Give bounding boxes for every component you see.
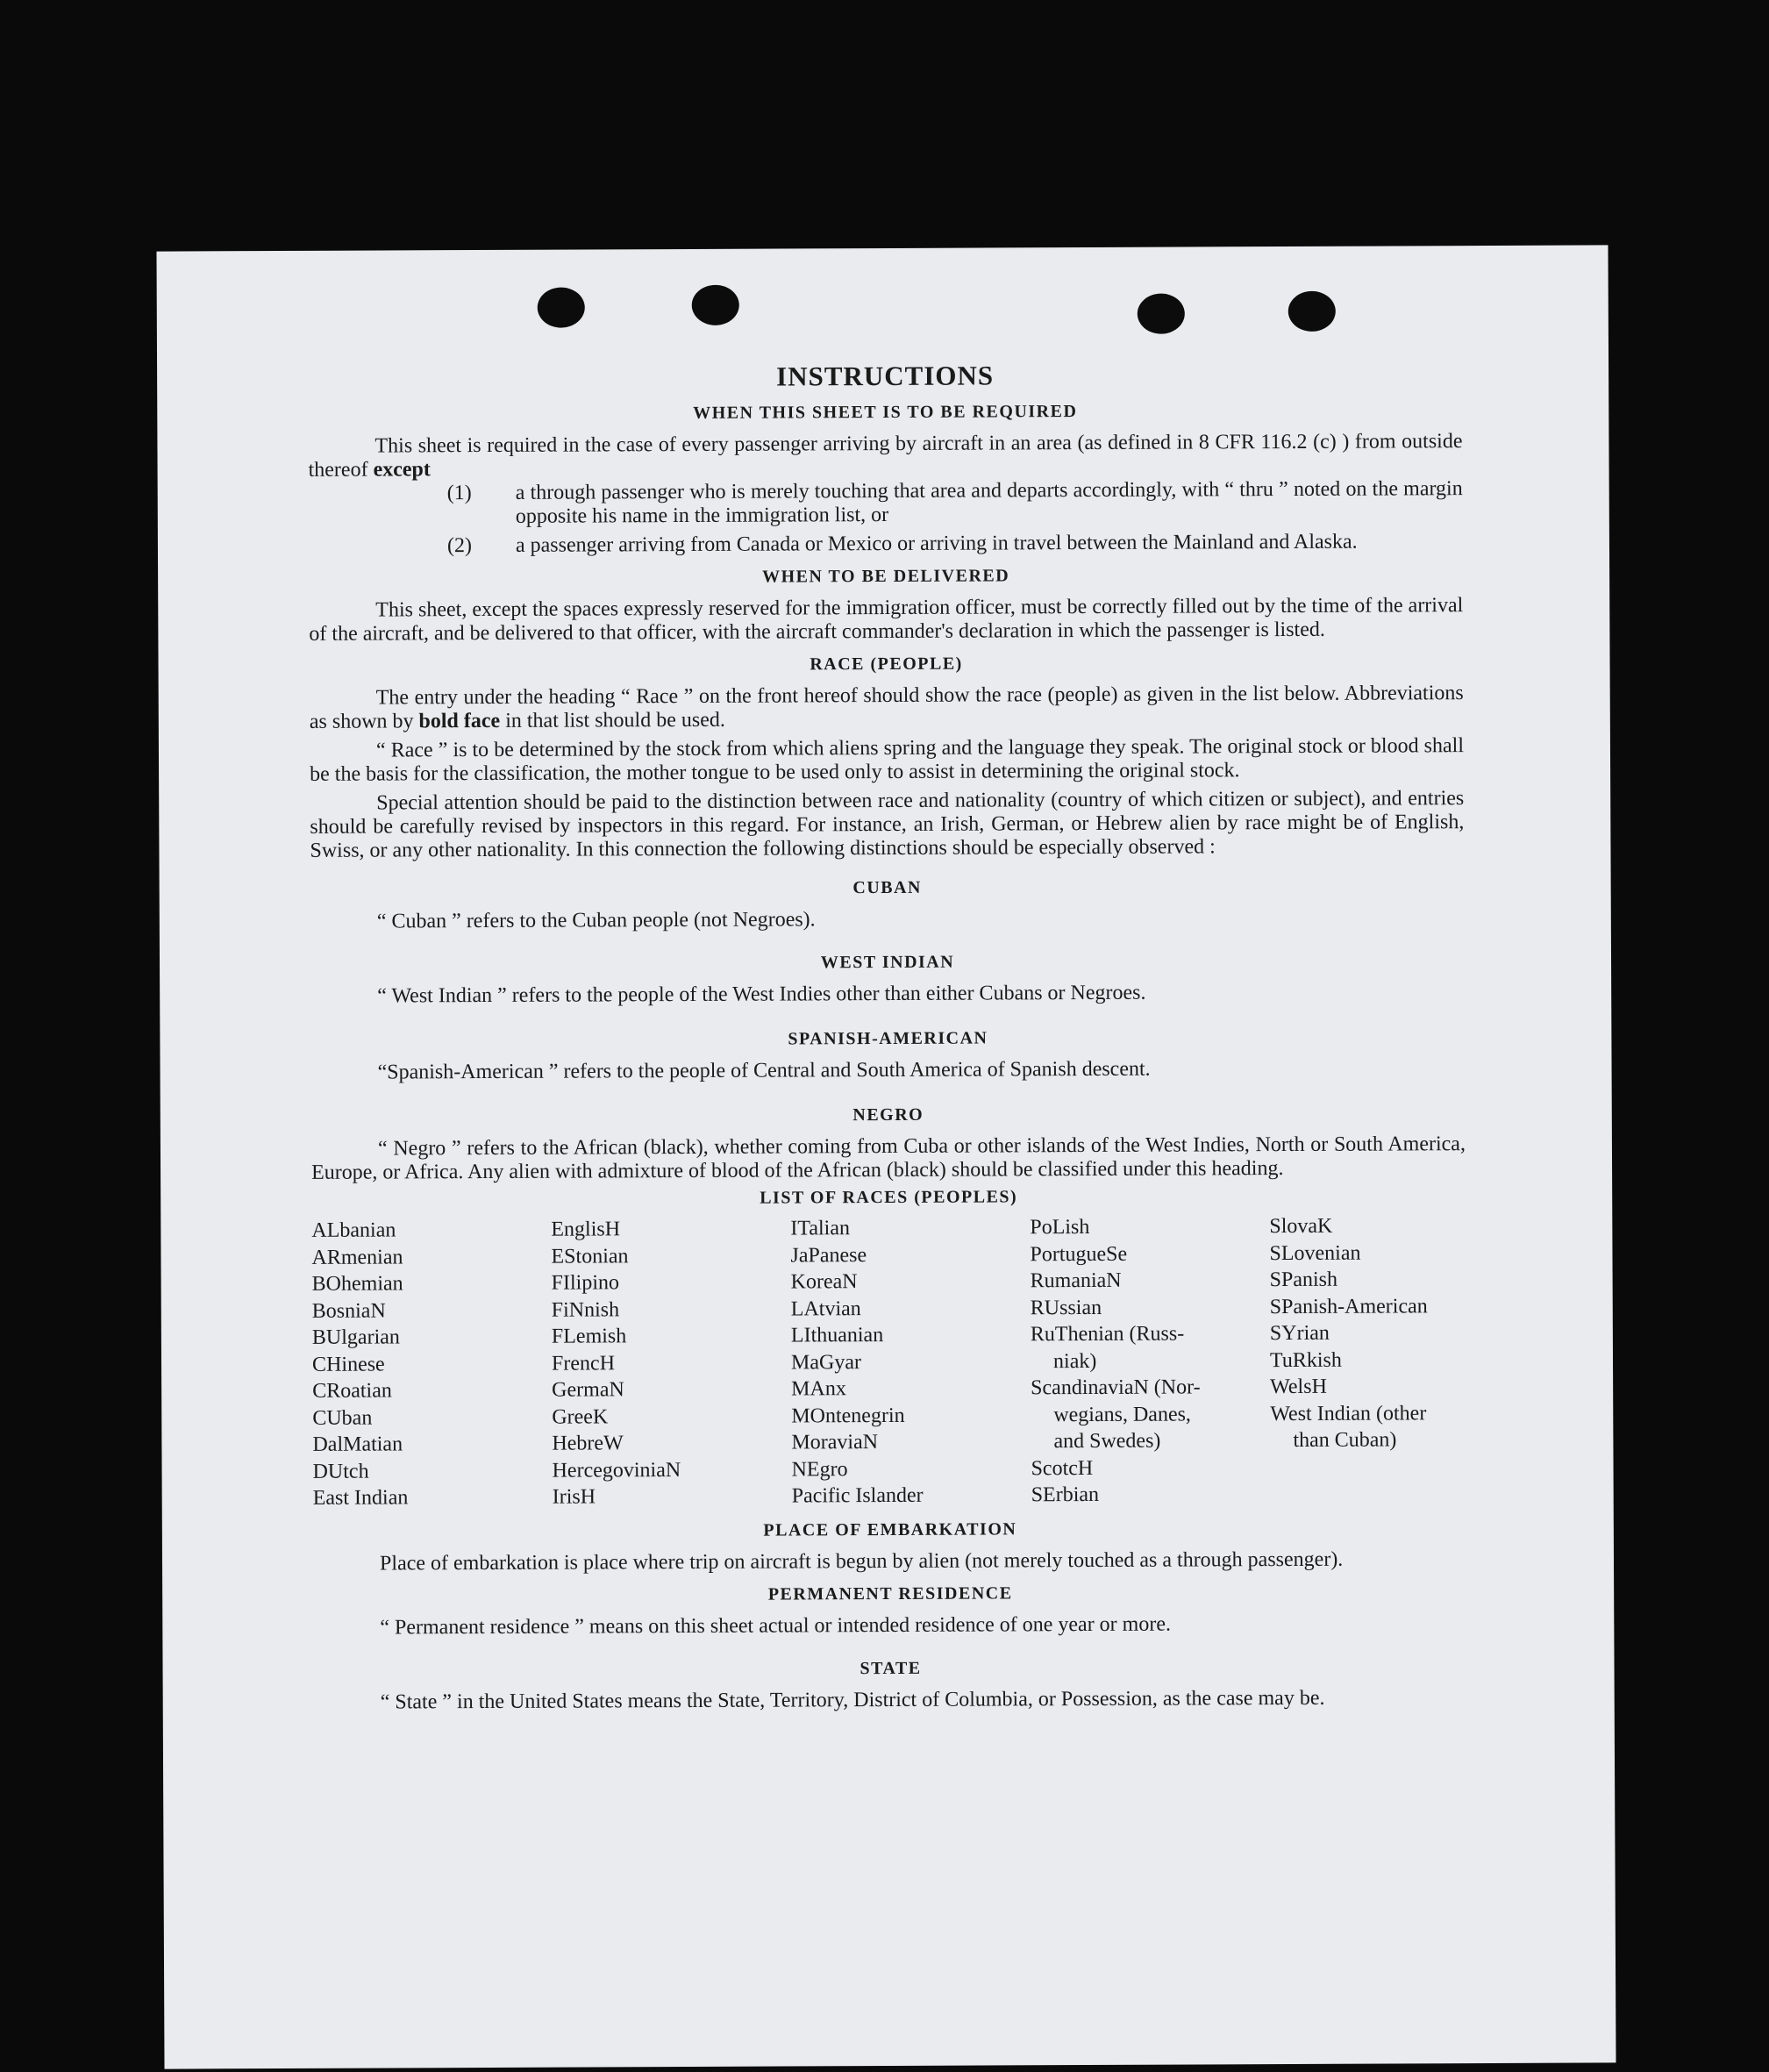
race-entry: East Indian: [312, 1486, 409, 1510]
exception-item-2: (2) a passenger arriving from Canada or Mexico or arriving in travel between the Mainland and Alaska.: [446, 530, 1358, 558]
race-entry: ScotcH: [1031, 1456, 1094, 1480]
race-entry: Pacific Islander: [791, 1483, 924, 1508]
race-entry: ARmenian: [311, 1245, 403, 1269]
heading-race: RACE (PEOPLE): [810, 654, 963, 675]
heading-list-of-races: LIST OF RACES (PEOPLES): [760, 1187, 1018, 1208]
heading-when-delivered: WHEN TO BE DELIVERED: [762, 566, 1010, 587]
race-entry: FrencH: [551, 1351, 616, 1375]
race-entry: EStonian: [551, 1244, 629, 1268]
race-entry-continued: wegians, Danes,: [1053, 1402, 1191, 1426]
heading-negro: NEGRO: [852, 1104, 924, 1125]
race-entry: SPanish-American: [1269, 1294, 1428, 1318]
punch-hole: [538, 287, 585, 327]
paragraph-state: “ State ” in the United States means the State, Territory, District of Columbia, or Possession, as the case may be.: [380, 1686, 1325, 1714]
races-list: [311, 1212, 1466, 1511]
race-entry: MaGyar: [790, 1350, 862, 1374]
race-entry: BUlgarian: [311, 1325, 400, 1349]
race-entry: ITalian: [790, 1217, 851, 1240]
race-entry: CUban: [312, 1406, 373, 1430]
races-column-3: [790, 1214, 1031, 1510]
paragraph-cuban: “ Cuban ” refers to the Cuban people (not Negroes).: [376, 908, 816, 933]
paragraph-spanish-american: “Spanish-American ” refers to the people of Central and South America of Spanish descent.: [377, 1057, 1151, 1084]
race-entry-continued: and Swedes): [1053, 1429, 1161, 1454]
race-entry: BOhemian: [311, 1272, 403, 1296]
race-entry: GermaN: [552, 1378, 624, 1402]
race-entry: WelsH: [1270, 1375, 1327, 1399]
race-entry: LAtvian: [790, 1297, 861, 1320]
race-entry: LIthuanian: [790, 1324, 884, 1347]
paragraph-race-1: The entry under the heading “ Race ” on the front hereof should show the race (people) as given in the list below. Abbreviations as shown by bold face in that list should be used.: [309, 682, 1464, 733]
exception-item-1: (1) a through passenger who is merely touching that area and departs accordingly, with “ thru ” noted on the margin opposite his name in the immigration list, or: [446, 477, 1463, 528]
race-entry: HebreW: [552, 1432, 624, 1455]
race-entry: DalMatian: [312, 1433, 403, 1456]
race-entry: SPanish: [1269, 1268, 1338, 1292]
paragraph-race-2: “ Race ” is to be determined by the stock from which aliens spring and the language they speak. The original stock or blood shall be the basis for the classification, the mother tongue to be used only to assist in determining the original stock.: [310, 734, 1465, 786]
races-column-2: [551, 1215, 791, 1511]
race-entry: EnglisH: [551, 1218, 621, 1241]
races-column-1: [311, 1217, 552, 1512]
heading-permanent-residence: PERMANENT RESIDENCE: [767, 1583, 1013, 1604]
race-entry: FiNnish: [551, 1297, 620, 1322]
race-entry-continued: niak): [1052, 1349, 1097, 1373]
race-entry: MOntenegrin: [791, 1404, 905, 1427]
heading-west-indian: WEST INDIAN: [820, 952, 955, 973]
race-entry: SErbian: [1031, 1483, 1100, 1507]
race-entry: SLovenian: [1269, 1241, 1361, 1265]
paragraph-when-required: This sheet is required in the case of every passenger arriving by aircraft in an area (as defined in 8 CFR 116.2 (c) ) from outside thereof except: [308, 430, 1463, 482]
race-entry: MAnx: [791, 1377, 846, 1401]
race-entry: West Indian (other: [1270, 1401, 1427, 1425]
punch-hole: [692, 285, 739, 325]
heading-state: STATE: [860, 1658, 922, 1678]
race-entry: SYrian: [1269, 1321, 1330, 1346]
race-entry: TuRkish: [1269, 1348, 1342, 1372]
paragraph-negro: “ Negro ” refers to the African (black), whether coming from Cuba or other islands of the West Indies, North or South America, Europe, or Africa. Any alien with admixture of blood of the African (black) should be classified under this heading.: [311, 1132, 1466, 1184]
race-entry: NEgro: [791, 1457, 848, 1481]
punch-hole: [1288, 291, 1336, 332]
race-entry: SlovaK: [1269, 1214, 1333, 1239]
race-entry: IrisH: [552, 1485, 596, 1509]
race-entry: ScandinaviaN (Nor-: [1031, 1375, 1201, 1400]
race-entry: CHinese: [311, 1352, 385, 1376]
race-entry: RUssian: [1030, 1296, 1102, 1319]
race-entry: HercegoviniaN: [552, 1458, 681, 1483]
race-entry: JaPanese: [790, 1243, 867, 1267]
race-entry: FIlipino: [551, 1271, 620, 1295]
race-entry: FLemish: [551, 1325, 627, 1348]
instructions-text: [308, 358, 1468, 1714]
race-entry: RuThenian (Russ-: [1030, 1322, 1185, 1347]
punch-hole: [1138, 294, 1185, 334]
paragraph-embarkation: Place of embarkation is place where trip on aircraft is begun by alien (not merely touched as a through passenger).: [379, 1547, 1344, 1575]
paragraph-residence: “ Permanent residence ” means on this sheet actual or intended residence of one year or more.: [380, 1612, 1172, 1640]
race-entry: KoreaN: [790, 1270, 858, 1294]
race-entry: MoraviaN: [791, 1431, 879, 1454]
page-title: INSTRUCTIONS: [776, 360, 995, 392]
paragraph-west-indian: “ West Indian ” refers to the people of the West Indies other than either Cubans or Negroes.: [377, 981, 1146, 1008]
heading-spanish-american: SPANISH-AMERICAN: [788, 1028, 988, 1049]
race-entry: RumaniaN: [1030, 1268, 1122, 1293]
heading-cuban: CUBAN: [852, 877, 923, 898]
race-entry-continued: than Cuban): [1293, 1428, 1397, 1452]
paragraph-race-3: Special attention should be paid to the distinction between race and nationality (country of which citizen or subject), and entries should be carefully revised by inspectors in this regard. For instance, an Irish, German, or Hebrew alien by race might be of English, Swiss, or any other nationality. In this connection the following distinctions should be especially observed :: [310, 787, 1465, 862]
race-entry: DUtch: [312, 1460, 369, 1483]
race-entry: CRoatian: [312, 1379, 392, 1403]
races-column-4: [1030, 1213, 1270, 1509]
race-entry: PoLish: [1030, 1215, 1090, 1240]
heading-place-of-embarkation: PLACE OF EMBARKATION: [763, 1518, 1017, 1540]
document-sheet: [156, 245, 1616, 2068]
heading-when-required: WHEN THIS SHEET IS TO BE REQUIRED: [693, 402, 1078, 423]
paragraph-when-delivered: This sheet, except the spaces expressly reserved for the immigration officer, must be correctly filled out by the time of the arrival of the aircraft, and be delivered to that officer, with the aircraft commander's declaration in which the passenger is listed.: [309, 594, 1464, 646]
race-entry: ALbanian: [311, 1218, 396, 1242]
race-entry: BosniaN: [311, 1298, 386, 1323]
races-column-5: [1269, 1212, 1466, 1507]
race-entry: GreeK: [552, 1404, 609, 1429]
race-entry: PortugueSe: [1030, 1242, 1128, 1266]
